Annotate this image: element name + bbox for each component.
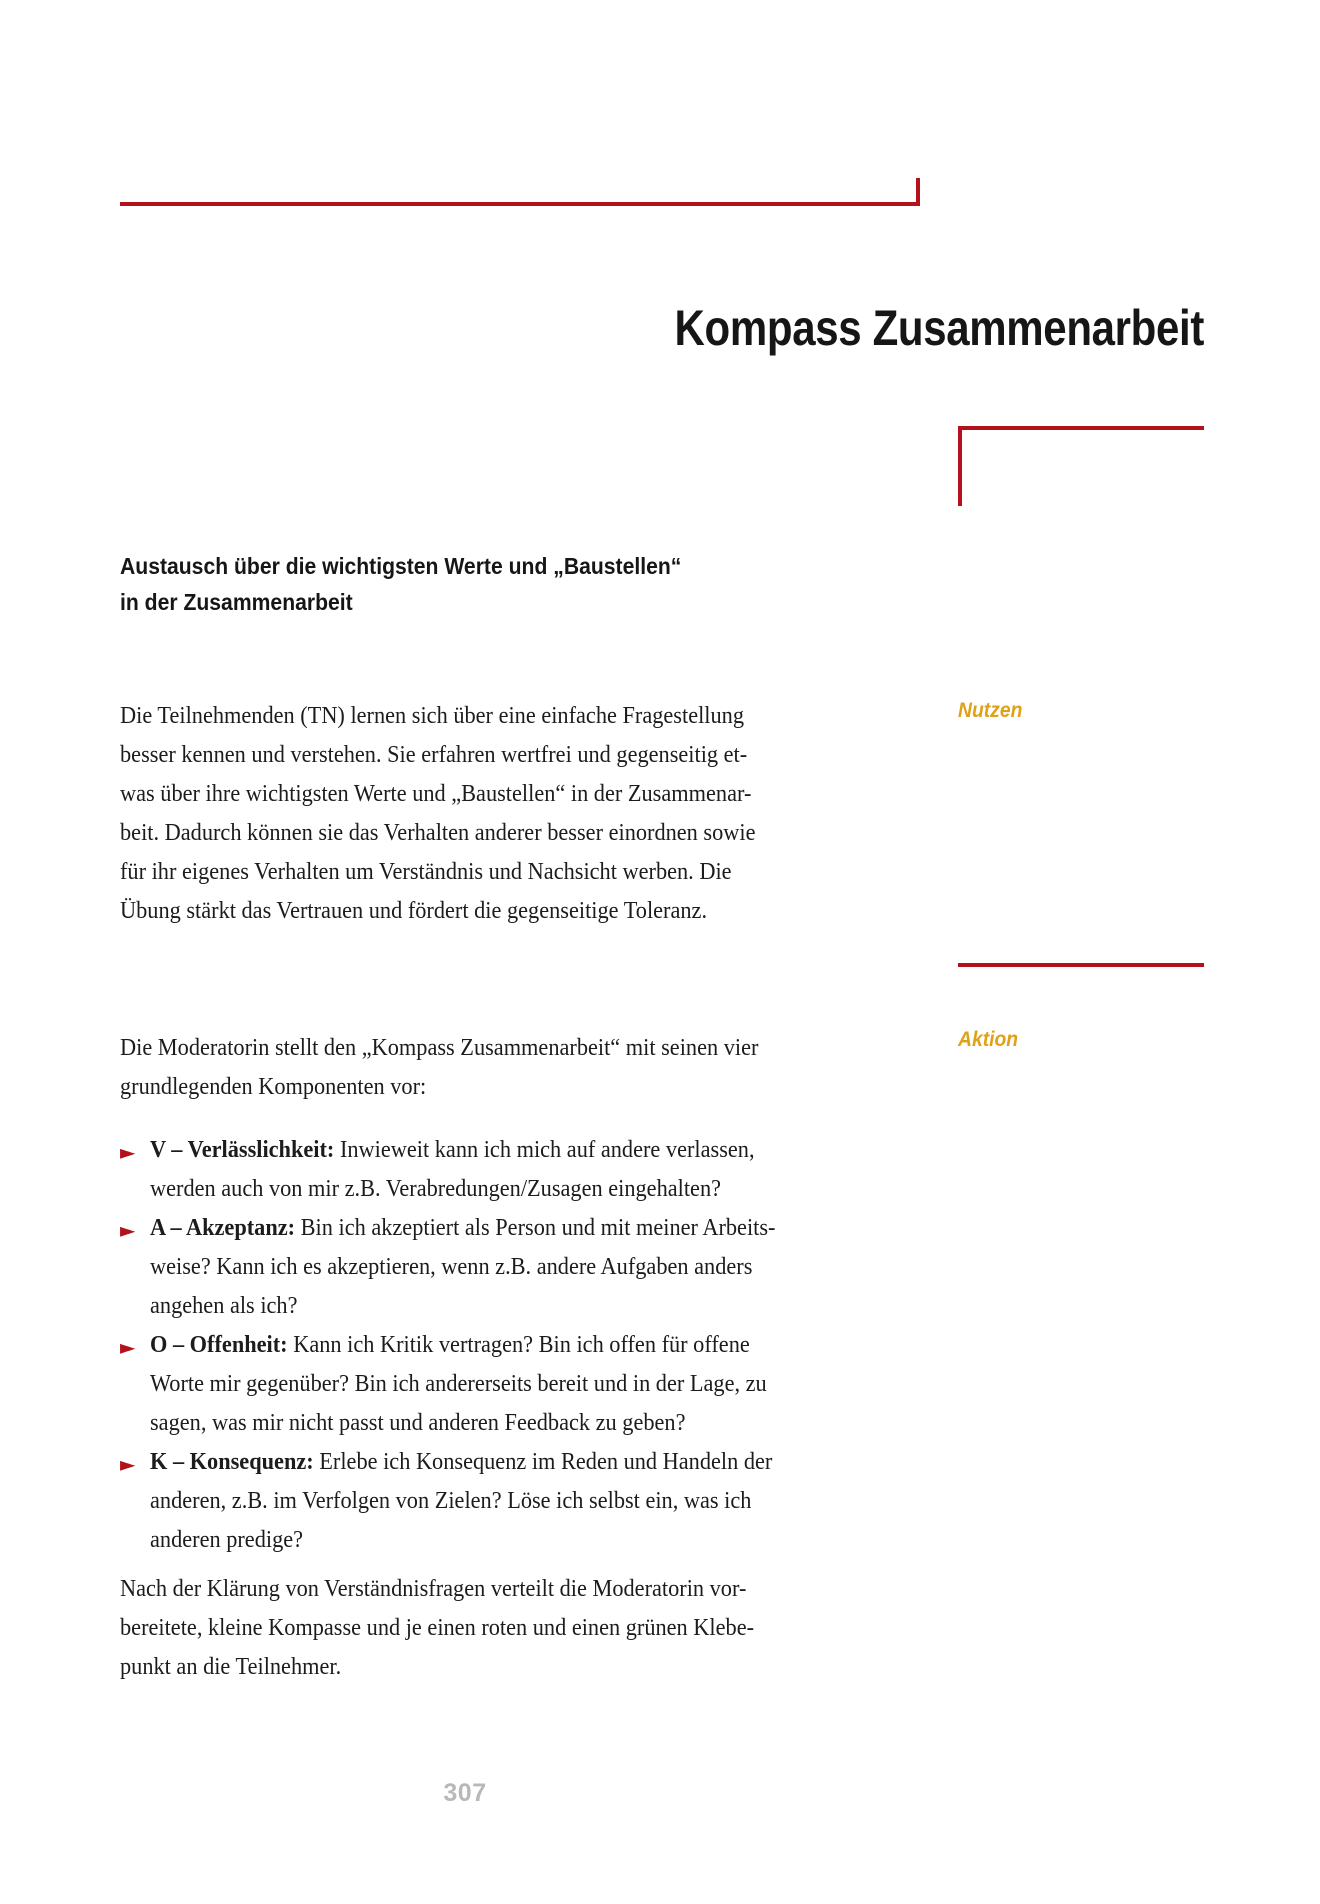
list-item-line: Worte mir gegenüber? Bin ich andererseits bereit und in der Lage, zu <box>150 1371 767 1397</box>
kompass-component-list <box>120 1131 940 1560</box>
aktion-intro-line: grundlegenden Komponenten vor: <box>120 1074 427 1100</box>
aktion-intro-paragraph <box>120 1029 864 1107</box>
list-item-line: sagen, was mir nicht passt und anderen Feedback zu geben? <box>150 1410 686 1436</box>
margin-label-nutzen: Nutzen <box>958 699 1023 722</box>
nutzen-line: Die Teilnehmenden (TN) lernen sich über eine einfache Fragestellung <box>120 703 744 729</box>
closing-line: bereitete, kleine Kompasse und je einen roten und einen grünen Klebe- <box>120 1615 755 1641</box>
page-subtitle-line-1: Austausch über die wichtigsten Werte und „Baustellen“ <box>120 553 682 579</box>
list-item-body <box>150 1326 885 1443</box>
nutzen-line: beit. Dadurch können sie das Verhalten anderer besser einordnen sowie <box>120 820 756 846</box>
list-item-body <box>150 1131 885 1209</box>
top-rule-vertical-tick <box>916 178 920 206</box>
list-item <box>120 1443 940 1560</box>
list-item-first-line-rest: Kann ich Kritik vertragen? Bin ich offen für offene <box>287 1332 750 1358</box>
list-item-first-line <box>150 1326 885 1365</box>
list-item-line: angehen als ich? <box>150 1293 298 1319</box>
triangle-right-icon: ► <box>120 1335 136 1359</box>
page-number: 307 <box>443 1779 487 1807</box>
triangle-right-icon: ► <box>120 1140 136 1164</box>
list-item-first-line <box>150 1443 885 1482</box>
closing-line: Nach der Klärung von Verständnisfragen verteilt die Moderatorin vor- <box>120 1576 747 1602</box>
list-item-first-line-rest: Inwieweit kann ich mich auf andere verlassen, <box>334 1137 755 1163</box>
list-item-first-line-rest: Bin ich akzeptiert als Person und mit meiner Arbeits- <box>295 1215 776 1241</box>
closing-line: punkt an die Teilnehmer. <box>120 1654 342 1680</box>
margin-label-aktion: Aktion <box>958 1028 1019 1051</box>
list-item-lead: V – Verlässlichkeit: <box>150 1137 335 1163</box>
list-item-line: anderen, z.B. im Verfolgen von Zielen? Löse ich selbst ein, was ich <box>150 1488 752 1514</box>
list-item <box>120 1209 940 1326</box>
list-item-lead: O – Offenheit: <box>150 1332 288 1358</box>
list-item-body <box>150 1443 885 1560</box>
page-title: Kompass Zusammenarbeit <box>674 300 1204 356</box>
list-item-first-line-rest: Erlebe ich Konsequenz im Reden und Handeln der <box>313 1449 773 1475</box>
list-item-first-line <box>150 1131 885 1170</box>
list-item-line: anderen predige? <box>150 1527 304 1553</box>
top-horizontal-rule <box>120 202 920 206</box>
list-item-body <box>150 1209 885 1326</box>
list-item-line: weise? Kann ich es akzeptieren, wenn z.B. andere Aufgaben anders <box>150 1254 753 1280</box>
list-item-first-line <box>150 1209 885 1248</box>
list-item <box>120 1326 940 1443</box>
margin-separator-rule <box>958 963 1204 967</box>
closing-paragraph <box>120 1570 864 1687</box>
nutzen-line: Übung stärkt das Vertrauen und fördert die gegenseitige Toleranz. <box>120 898 708 924</box>
triangle-right-icon: ► <box>120 1218 136 1242</box>
page-subtitle <box>120 548 804 620</box>
nutzen-line: was über ihre wichtigsten Werte und „Baustellen“ in der Zusammenar- <box>120 781 752 807</box>
nutzen-line: besser kennen und verstehen. Sie erfahren wertfrei und gegenseitig et- <box>120 742 748 768</box>
margin-bracket-horizontal <box>958 426 1204 430</box>
nutzen-paragraph <box>120 697 864 931</box>
nutzen-line: für ihr eigenes Verhalten um Verständnis und Nachsicht werben. Die <box>120 859 732 885</box>
triangle-right-icon: ► <box>120 1452 136 1476</box>
list-item <box>120 1131 940 1209</box>
aktion-intro-line: Die Moderatorin stellt den „Kompass Zusammenarbeit“ mit seinen vier <box>120 1035 759 1061</box>
list-item-line: werden auch von mir z.B. Verabredungen/Zusagen eingehalten? <box>150 1176 722 1202</box>
list-item-lead: K – Konsequenz: <box>150 1449 314 1475</box>
list-item-lead: A – Akzeptanz: <box>150 1215 296 1241</box>
page-subtitle-line-2: in der Zusammenarbeit <box>120 589 353 615</box>
margin-bracket-vertical <box>958 426 962 506</box>
